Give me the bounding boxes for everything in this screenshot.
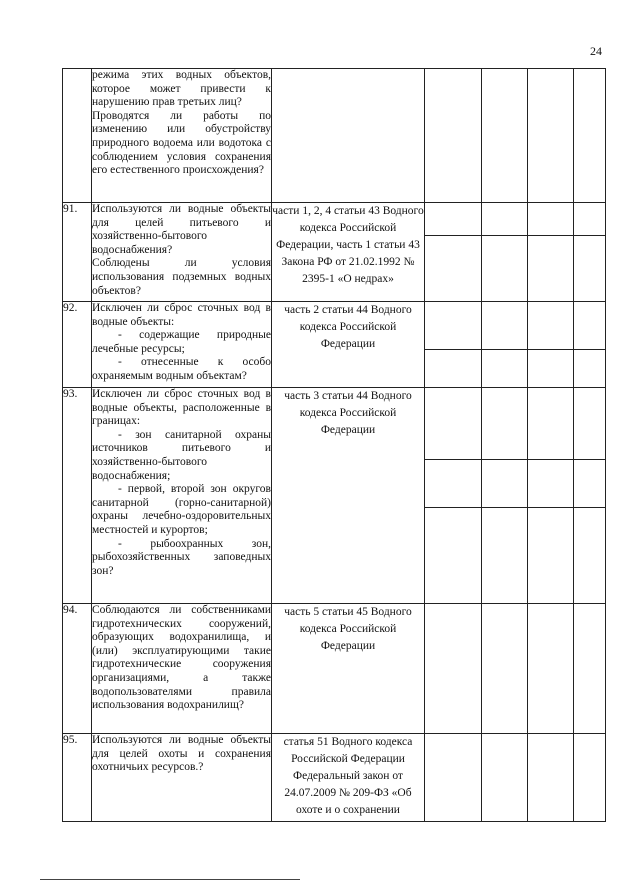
blank-cell <box>482 69 528 203</box>
question-text: - первой, второй зон округов санитарной (горно-санитарной) охраны лечебно-оздоровительных местностей и курортов; <box>92 483 271 536</box>
question-cell <box>92 604 272 734</box>
table-row <box>63 388 606 460</box>
reference-cell <box>272 604 425 734</box>
question-text: - содержащие природные лечебные ресурсы; <box>92 329 271 355</box>
blank-cell <box>574 388 606 460</box>
reference-cell <box>272 388 425 604</box>
reference-text: части 1, 2, 4 статьи 43 Водного кодекса Российской Федерации, часть 1 статьи 43 Закона РФ от 21.02.1992 № 2395-1 «О недрах» <box>272 205 424 285</box>
blank-cell <box>425 236 482 302</box>
question-text: Используются ли водные объекты для целей охоты и сохранения охотничьих ресурсов.? <box>92 734 271 774</box>
question-cell <box>92 302 272 388</box>
blank-cell <box>425 388 482 460</box>
blank-cell <box>482 604 528 734</box>
reference-text: часть 5 статьи 45 Водного кодекса Российской Федерации <box>284 606 412 652</box>
blank-cell <box>528 350 574 388</box>
blank-cell <box>425 460 482 508</box>
row-number: 95. <box>63 734 92 822</box>
blank-cell <box>482 508 528 604</box>
blank-cell <box>482 236 528 302</box>
blank-cell <box>528 508 574 604</box>
blank-cell <box>425 508 482 604</box>
blank-cell <box>528 388 574 460</box>
row-number: 94. <box>63 604 92 734</box>
reference-text: статья 51 Водного кодекса Российской Федерации Федеральный закон от 24.07.2009 № 209-ФЗ «Об охоте и о сохранении <box>283 736 413 816</box>
blank-cell <box>528 460 574 508</box>
question-cell <box>92 388 272 604</box>
reference-text: часть 3 статьи 44 Водного кодекса Российской Федерации <box>284 390 412 436</box>
question-text: - отнесенные к особо охраняемым водным объектам? <box>92 356 271 382</box>
blank-cell <box>574 734 606 822</box>
blank-cell <box>425 69 482 203</box>
reference-text: часть 2 статьи 44 Водного кодекса Российской Федерации <box>284 304 412 350</box>
table-row <box>63 604 606 734</box>
question-cell <box>92 734 272 822</box>
question-text: Соблюдены ли условия использования подземных водных объектов? <box>92 257 271 297</box>
blank-cell <box>482 460 528 508</box>
question-text: Проводятся ли работы по изменению или обустройству природного водоема или водотока с соблюдением условия сохранения его естественного происхождения? <box>92 109 271 177</box>
reference-cell <box>272 69 425 203</box>
row-number: 92. <box>63 302 92 388</box>
blank-cell <box>482 203 528 236</box>
blank-cell <box>528 604 574 734</box>
blank-cell <box>574 236 606 302</box>
question-text: Используются ли водные объекты для целей питьевого и хозяйственно-бытового водоснабжения? <box>92 203 271 256</box>
reference-cell <box>272 734 425 822</box>
table-row <box>63 69 606 203</box>
question-text: Исключен ли сброс сточных вод в водные объекты, расположенные в границах: <box>92 388 271 428</box>
blank-cell <box>528 236 574 302</box>
question-text: - зон санитарной охраны источников питьевого и хозяйственно-бытового водоснабжения; <box>92 428 271 482</box>
table-row <box>63 302 606 350</box>
blank-cell <box>574 604 606 734</box>
blank-cell <box>425 302 482 350</box>
blank-cell <box>425 203 482 236</box>
blank-cell <box>528 203 574 236</box>
blank-cell <box>482 302 528 350</box>
blank-cell <box>574 350 606 388</box>
reference-cell <box>272 302 425 388</box>
requirements-table <box>62 68 606 822</box>
row-number: 93. <box>63 388 92 604</box>
page-number: 24 <box>590 44 602 58</box>
table-row <box>63 734 606 822</box>
blank-cell <box>574 69 606 203</box>
blank-cell <box>574 302 606 350</box>
question-text: режима этих водных объектов, которое может привести к нарушению прав третьих лиц? <box>92 69 271 109</box>
blank-cell <box>574 460 606 508</box>
blank-cell <box>574 203 606 236</box>
row-number: 91. <box>63 203 92 302</box>
question-text: Соблюдаются ли собственниками гидротехнических сооружений, образующих водохранилища, и (или) эксплуатирующими такие гидротехнические сооружения организациями, а также водопользователями правила использования водохранилищ? <box>92 604 271 712</box>
table-row <box>63 203 606 236</box>
blank-cell <box>574 508 606 604</box>
blank-cell <box>528 734 574 822</box>
blank-cell <box>528 69 574 203</box>
blank-cell <box>482 388 528 460</box>
blank-cell <box>425 604 482 734</box>
question-text: - рыбоохранных зон, рыбохозяйственных заповедных зон? <box>92 537 271 577</box>
blank-cell <box>482 350 528 388</box>
footer-rule <box>40 879 300 880</box>
question-cell <box>92 203 272 302</box>
reference-cell <box>272 203 425 302</box>
blank-cell <box>425 350 482 388</box>
blank-cell <box>482 734 528 822</box>
question-cell <box>92 69 272 203</box>
question-text: Исключен ли сброс сточных вод в водные объекты: <box>92 302 271 328</box>
blank-cell <box>528 302 574 350</box>
row-number <box>63 69 92 203</box>
blank-cell <box>425 734 482 822</box>
